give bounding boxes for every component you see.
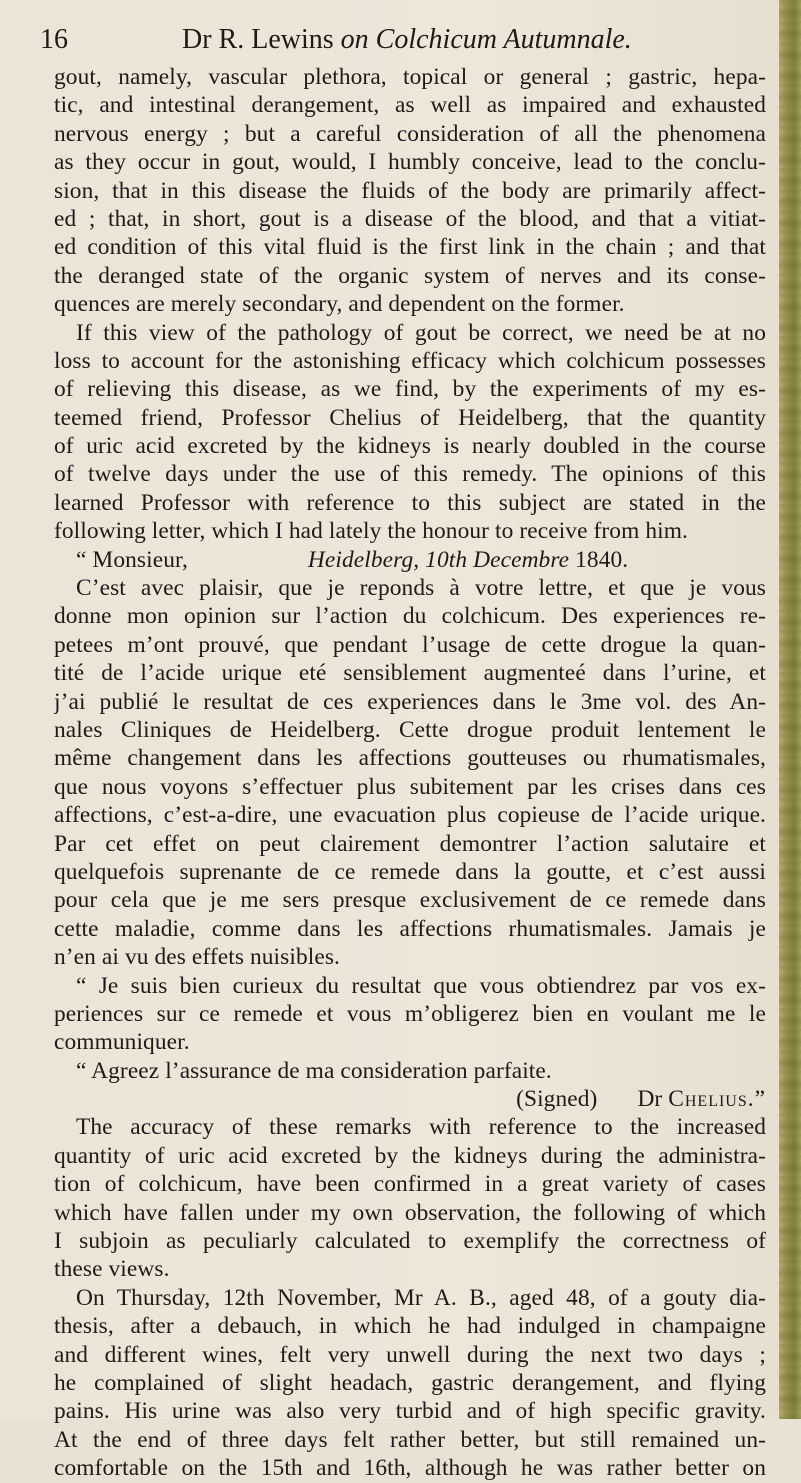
text-line: I subjoin as peculiarly calculated to exemplify the correctness of bbox=[54, 1228, 766, 1255]
text-line: On Thursday, 12th November, Mr A. B., aged 48, of a gouty dia- bbox=[76, 1284, 766, 1311]
letter-date-month: Decembre bbox=[473, 546, 570, 573]
page-edge bbox=[779, 0, 801, 1419]
running-head-title: Colchicum Autumnale. bbox=[375, 24, 632, 55]
text-line: n’en ai vu des effets nuisibles. bbox=[54, 944, 340, 971]
text-line: which have fallen under my own observation, the following of which bbox=[54, 1199, 766, 1226]
text-line: quantity of uric acid excreted by the kidneys during the administra- bbox=[54, 1142, 766, 1169]
letter-signer-name: Chelius.” bbox=[668, 1086, 766, 1113]
letter-signature bbox=[54, 1085, 766, 1113]
text-line: communiquer. bbox=[54, 1029, 190, 1056]
text-line: que nous voyons s’effectuer plus subitement par les crises dans ces bbox=[54, 773, 766, 800]
text-line: the deranged state of the organic system of nerves and its conse- bbox=[54, 262, 766, 289]
text-line: At the end of three days felt rather better, but still remained un- bbox=[54, 1426, 766, 1453]
text-line: of uric acid excreted by the kidneys is nearly doubled in the course bbox=[54, 433, 766, 460]
text-line: he complained of slight headach, gastric derangement, and flying bbox=[54, 1369, 766, 1396]
text-line: The accuracy of these remarks with reference to the increased bbox=[76, 1114, 766, 1141]
page-number: 16 bbox=[40, 24, 68, 55]
text-line: learned Professor with reference to this subject are stated in the bbox=[54, 489, 766, 516]
text-line: tité de l’acide urique eté sensiblement augmenteé dans l’urine, et bbox=[54, 660, 766, 687]
text-line: quences are merely secondary, and dependent on the former. bbox=[54, 291, 625, 318]
text-line: donne mon opinion sur l’action du colchicum. Des experiences re- bbox=[54, 603, 766, 630]
text-line: ed ; that, in short, gout is a disease of the blood, and that a vitiat- bbox=[54, 205, 766, 232]
text-line: thesis, after a debauch, in which he had indulged in champaigne bbox=[54, 1313, 766, 1340]
text-line: these views. bbox=[54, 1256, 170, 1283]
text-line: pains. His urine was also very turbid and of high specific gravity. bbox=[54, 1398, 766, 1425]
body-text bbox=[54, 63, 766, 1483]
text-line: nales Cliniques de Heidelberg. Cette drogue produit lentement le bbox=[54, 716, 766, 743]
running-head-author: Dr R. Lewins bbox=[182, 24, 334, 55]
letter-dateline bbox=[54, 546, 766, 574]
letter-place: Heidelberg, bbox=[307, 546, 420, 573]
text-line: tion of colchicum, have been confirmed in a great variety of cases bbox=[54, 1171, 766, 1198]
text-line: sion, that in this disease the fluids of the body are primarily affect- bbox=[54, 177, 766, 204]
running-head-on: on bbox=[340, 24, 369, 55]
text-line: of twelve days under the use of this remedy. The opinions of this bbox=[54, 461, 766, 488]
text-line: and different wines, felt very unwell during the next two days ; bbox=[54, 1341, 766, 1368]
text-line: gout, namely, vascular plethora, topical or general ; gastric, hepa- bbox=[54, 64, 766, 90]
text-line: C’est avec plaisir, que je reponds à votre lettre, et que je vous bbox=[76, 575, 766, 602]
text-line: affections, c’est-a-dire, une evacuation plus copieuse de l’acide urique. bbox=[54, 802, 766, 829]
letter-signer-title: Dr bbox=[637, 1086, 663, 1113]
text-line: comfortable on the 15th and 16th, although he was rather better on bbox=[54, 1455, 766, 1482]
letter-date-year: 1840. bbox=[575, 546, 629, 573]
text-line: teemed friend, Professor Chelius of Heidelberg, that the quantity bbox=[54, 404, 766, 431]
text-line: of relieving this disease, as we find, by the experiments of my es- bbox=[54, 376, 766, 403]
letter-date-day: 10th bbox=[425, 546, 468, 573]
text-line: If this view of the pathology of gout be correct, we need be at no bbox=[76, 319, 766, 346]
text-line: as they occur in gout, would, I humbly conceive, lead to the conclu- bbox=[54, 149, 766, 176]
letter-closing: “ Agreez l’assurance de ma consideration parfaite. bbox=[76, 1057, 552, 1084]
text-line: loss to account for the astonishing efficacy which colchicum possesses bbox=[54, 347, 766, 374]
text-line: “ Je suis bien curieux du resultat que vous obtiendrez par vos ex- bbox=[76, 972, 766, 999]
text-line: ed condition of this vital fluid is the first link in the chain ; and that bbox=[54, 234, 766, 261]
letter-signed: (Signed) bbox=[516, 1086, 598, 1113]
text-line: following letter, which I had lately the honour to receive from him. bbox=[54, 518, 688, 545]
text-line: même changement dans les affections goutteuses ou rhumatismales, bbox=[54, 745, 766, 772]
letter-salutation: “ Monsieur, bbox=[76, 546, 188, 573]
text-line: j’ai publié le resultat de ces experiences dans le 3me vol. des An- bbox=[54, 688, 766, 715]
text-line: quelquefois suprenante de ce remede dans la goutte, et c’est aussi bbox=[54, 858, 766, 885]
text-line: pour cela que je me sers presque exclusivement de ce remede dans bbox=[54, 887, 766, 914]
text-line: nervous energy ; but a careful consideration of all the phenomena bbox=[54, 120, 766, 147]
text-line: petees m’ont prouvé, que pendant l’usage de cette drogue la quan- bbox=[54, 631, 766, 658]
text-line: Par cet effet on peut clairement demontrer l’action salutaire et bbox=[54, 830, 766, 857]
text-line: cette maladie, comme dans les affections rhumatismales. Jamais je bbox=[54, 915, 766, 942]
running-head bbox=[40, 20, 760, 60]
text-line: tic, and intestinal derangement, as well as impaired and exhausted bbox=[54, 92, 766, 119]
text-line: periences sur ce remede et vous m’obligerez bien en voulant me le bbox=[54, 1000, 766, 1027]
